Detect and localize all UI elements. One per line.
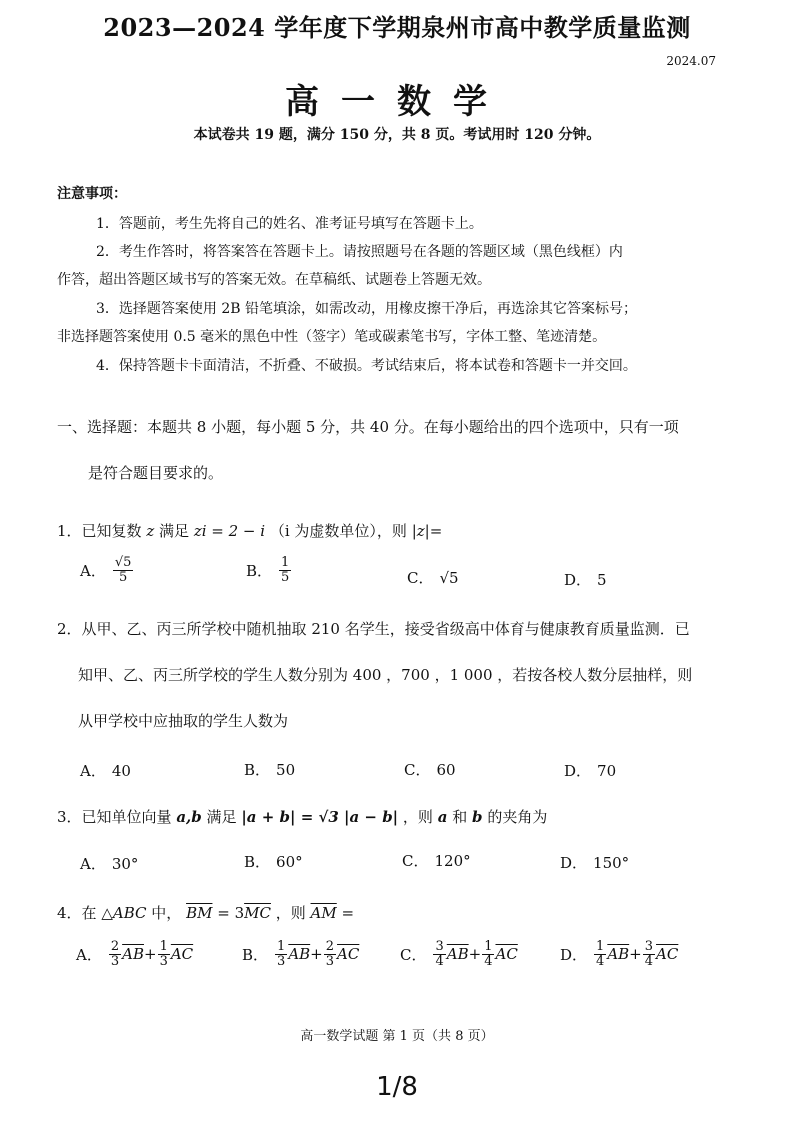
vector-ab: $\overline{AB}$ — [288, 945, 311, 964]
option-value: 120° — [434, 851, 471, 870]
q4-option-d — [560, 940, 678, 968]
fraction — [275, 940, 287, 968]
option-label: D． — [564, 762, 592, 780]
q1-option-a — [80, 556, 134, 584]
notice-line: 作答，超出答题区域书写的答案无效。在草稿纸、试题卷上答题无效。 — [57, 272, 491, 288]
q4-triangle: △ABC — [101, 904, 147, 922]
notice-line: 3．选择题答案使用 2B 铅笔填涂，如需改动，用橡皮擦干净后，再选涂其它答案标号； — [96, 301, 638, 317]
q3-vec-b: b — [472, 808, 483, 826]
option-label: C． — [400, 945, 427, 964]
option-label: D． — [560, 945, 588, 964]
option-label: C． — [402, 852, 429, 870]
q1-var: z — [146, 522, 155, 540]
denominator: 4 — [484, 953, 493, 969]
q3-tail: 的夹角为 — [487, 808, 548, 826]
option-label: B． — [246, 561, 273, 580]
q3-option-a — [80, 853, 138, 874]
option-label: C． — [407, 569, 434, 587]
subject-title: 高一数学 — [285, 82, 509, 122]
q4-option-a — [76, 940, 193, 968]
vector-ab: $\overline{AB}$ — [122, 945, 144, 964]
denominator: 5 — [118, 569, 128, 585]
option-value: 40 — [111, 761, 131, 780]
fraction — [113, 556, 134, 584]
q3-option-b — [244, 851, 303, 872]
q3-option-d — [560, 852, 629, 873]
numerator: 3 — [644, 939, 654, 954]
fraction — [279, 556, 291, 584]
numerator: 3 — [435, 939, 444, 954]
q1-note: （i 为虚数单位），则 — [269, 522, 407, 540]
question-1-stem — [57, 520, 442, 541]
q4-ask: = — [341, 904, 355, 922]
numerator: 1 — [596, 939, 605, 954]
vector-ac: $\overline{AC}$ — [170, 945, 194, 964]
q3-prefix: 3．已知单位向量 — [57, 808, 172, 826]
section-heading-cont: 是符合题目要求的。 — [88, 464, 224, 482]
q3-vec-a: a — [437, 808, 448, 826]
q4-vector-mc: $\overline{MC}$ — [244, 904, 271, 922]
section-heading: 一、选择题：本题共 8 小题，每小题 5 分，共 40 分。在每小题给出的四个选项中，只有一项 — [57, 418, 679, 436]
q1-equation: zi = 2 − i — [193, 522, 266, 540]
notice-line: 2．考生作答时，将答案答在答题卡上。请按照题号在各题的答题区域（黑色线框）内 — [96, 244, 623, 260]
q3-option-c — [402, 850, 471, 871]
q1-ask: |z|= — [411, 522, 443, 540]
vector-ab: $\overline{AB}$ — [446, 945, 469, 964]
exam-info: 本试卷共 19 题，满分 150 分，共 8 页。考试用时 120 分钟。 — [193, 127, 601, 143]
q3-mid: 满足 — [206, 808, 237, 826]
notice-line: 1．答题前，考生先将自己的姓名、准考证号填写在答题卡上。 — [96, 216, 483, 232]
option-value: 30° — [111, 854, 139, 873]
option-value: 60 — [436, 760, 456, 779]
option-value: 60° — [276, 852, 303, 871]
option-label: D． — [564, 571, 592, 589]
q2-option-a — [80, 760, 131, 781]
q4-option-c — [400, 940, 518, 968]
option-label: A． — [76, 945, 102, 964]
vector-ab: $\overline{AB}$ — [607, 945, 630, 964]
q1-mid: 满足 — [159, 522, 190, 540]
option-label: A． — [80, 762, 106, 780]
fraction — [158, 940, 170, 968]
option-label: D． — [560, 854, 588, 872]
q4-mid: 中， — [151, 904, 182, 922]
numerator: 2 — [325, 939, 335, 954]
denominator: 5 — [281, 569, 290, 585]
question-2-stem-cont: 从甲学校中应抽取的学生人数为 — [78, 712, 289, 730]
denominator: 3 — [325, 953, 335, 969]
numerator: 1 — [277, 939, 286, 954]
question-3-stem — [57, 806, 547, 827]
option-value: 70 — [597, 761, 617, 780]
denominator: 4 — [596, 953, 605, 969]
notice-line: 4．保持答题卡卡面清洁，不折叠、不破损。考试结束后，将本试卷和答题卡一并交回。 — [96, 358, 637, 374]
plus-sign: + — [629, 945, 642, 964]
option-value: √5 — [439, 568, 459, 587]
q3-condition: |a + b| = √3 |a − b| — [241, 808, 399, 826]
exam-date: 2024.07 — [666, 54, 716, 68]
fraction — [643, 940, 655, 968]
q1-prefix: 1．已知复数 — [57, 522, 142, 540]
q2-option-d — [564, 760, 616, 781]
q4-option-b — [242, 940, 359, 968]
option-value: 5 — [597, 570, 607, 589]
notice-line: 非选择题答案使用 0.5 毫米的黑色中性（签字）笔或碳素笔书写，字体工整、笔迹清楚。 — [57, 329, 607, 345]
vector-ac: $\overline{AC}$ — [656, 945, 679, 964]
q3-and: 和 — [452, 808, 468, 826]
fraction — [433, 940, 445, 968]
plus-sign: + — [143, 945, 157, 964]
exam-title: 2023—2024 学年度下学期泉州市高中教学质量监测 — [103, 13, 691, 42]
q4-eq: = 3 — [217, 904, 245, 922]
denominator: 3 — [159, 953, 168, 969]
q4-comma: ，则 — [275, 904, 306, 922]
denominator: 3 — [277, 953, 286, 969]
fraction — [109, 940, 121, 968]
plus-sign: + — [468, 945, 482, 964]
q4-prefix: 4．在 — [57, 904, 97, 922]
q4-vector-am: $\overline{AM}$ — [310, 904, 337, 922]
q2-option-b — [244, 759, 295, 780]
numerator: 1 — [484, 939, 493, 954]
option-label: A． — [80, 561, 106, 580]
numerator: 1 — [281, 555, 290, 570]
question-2-stem-cont: 知甲、乙、丙三所学校的学生人数分别为 400 ，700 ，1 000 ，若按各校人数分层抽样，则 — [78, 666, 693, 684]
q2-option-c — [404, 759, 456, 780]
q3-tail: ，则 — [402, 808, 433, 826]
denominator: 3 — [110, 953, 120, 969]
question-2-stem: 2．从甲、乙、丙三所学校中随机抽取 210 名学生，接受省级高中体育与健康教育质量监测．已 — [57, 620, 690, 638]
q1-option-c — [407, 567, 459, 588]
page-footer: 高一数学试题 第 1 页（共 8 页） — [300, 1029, 494, 1044]
option-value: 150° — [593, 853, 630, 872]
option-label: C． — [404, 761, 431, 779]
vector-ac: $\overline{AC}$ — [337, 945, 360, 964]
q3-vectors: a,b — [176, 808, 202, 826]
q4-vector-bm: $\overline{BM}$ — [186, 904, 213, 922]
fraction — [482, 940, 494, 968]
page-indicator: 1/8 — [376, 1072, 418, 1102]
vector-ac: $\overline{AC}$ — [495, 945, 518, 964]
q1-option-b — [246, 556, 292, 584]
notice-heading: 注意事项： — [57, 186, 127, 202]
denominator: 4 — [435, 953, 444, 969]
fraction — [594, 940, 606, 968]
option-label: B． — [244, 853, 271, 871]
q1-option-d — [564, 569, 607, 590]
option-label: B． — [244, 761, 271, 779]
numerator: √5 — [114, 555, 132, 570]
numerator: 1 — [159, 939, 168, 954]
plus-sign: + — [310, 945, 323, 964]
numerator: 2 — [110, 939, 120, 954]
fraction — [324, 940, 336, 968]
option-label: B． — [242, 945, 269, 964]
option-value: 50 — [276, 760, 296, 779]
denominator: 4 — [644, 953, 654, 969]
option-label: A． — [80, 855, 106, 873]
question-4-stem — [57, 902, 354, 923]
